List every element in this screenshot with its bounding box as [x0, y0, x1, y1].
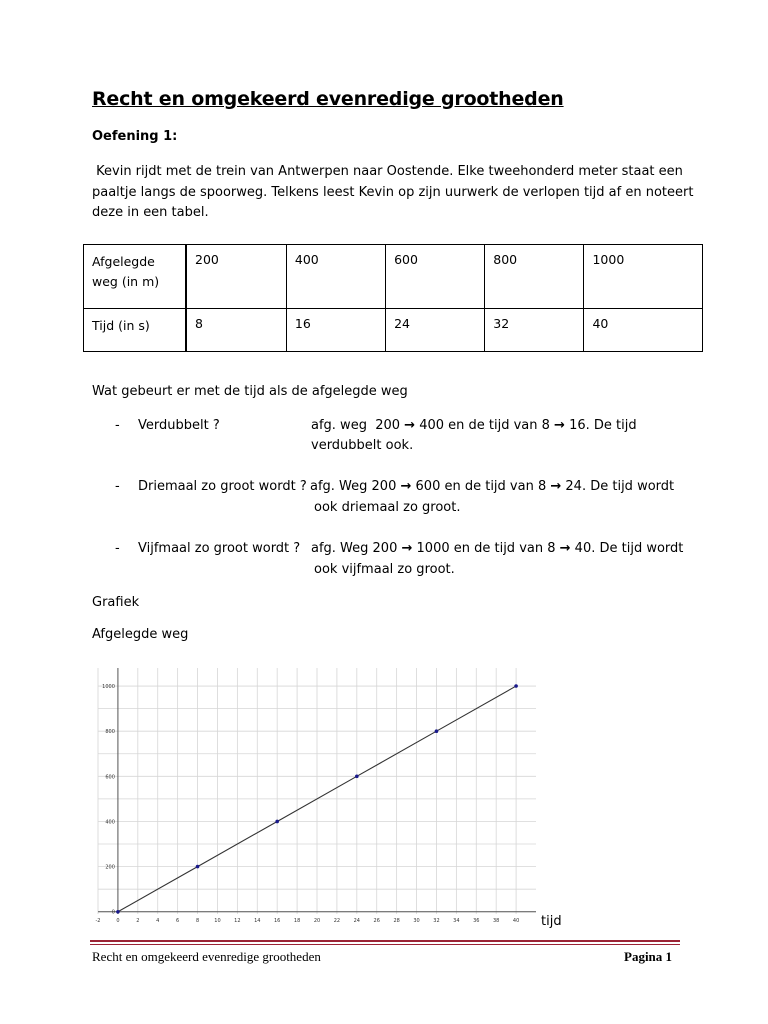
data-point [116, 910, 120, 914]
item-answer [311, 418, 637, 433]
answer-part: 400 en de tijd van 8 [415, 418, 555, 433]
x-tick-label: 20 [313, 918, 321, 924]
table-cell: 40 [584, 309, 703, 352]
answer-part: afg. Weg 200 [311, 541, 402, 556]
x-tick-label: 32 [433, 918, 440, 924]
arrow-right-icon: → [404, 418, 416, 433]
table-row [84, 309, 703, 352]
x-tick-label: 14 [254, 918, 261, 924]
intro-line: paaltje langs de spoorweg. Telkens leest Kevin op zijn uurwerk de verlopen tijd af en noteert [92, 184, 694, 200]
x-tick-label: 8 [195, 918, 200, 924]
x-tick-label: 2 [136, 918, 140, 924]
item-answer [311, 541, 683, 556]
item-label: Vijfmaal zo groot wordt ? [138, 541, 301, 556]
x-tick-label: 22 [333, 918, 341, 924]
data-point [355, 775, 359, 779]
x-tick-label: 28 [393, 918, 400, 924]
x-tick-label: 16 [273, 918, 281, 924]
intro-paragraph [92, 162, 692, 224]
x-tick-label: 26 [373, 918, 380, 924]
table-cell: 200 [186, 245, 286, 309]
table-cell: 600 [386, 245, 485, 309]
answer-part: afg. weg 200 [311, 418, 405, 433]
intro-line: deze in een tabel. [92, 205, 209, 220]
answer-part: 16. De tijd [564, 418, 637, 433]
item-label: Verdubbelt ? [138, 418, 220, 433]
footer-rule [90, 944, 680, 945]
x-tick-label: 38 [492, 918, 500, 924]
item-answer-continued: ook driemaal zo groot. [314, 500, 461, 515]
page-title: Recht en omgekeerd evenredige grootheden [92, 88, 564, 110]
x-tick-label: -2 [95, 918, 101, 924]
page-number: Pagina 1 [624, 949, 673, 964]
y-tick-label: 600 [105, 774, 115, 781]
graph-heading: Grafiek [92, 595, 140, 610]
data-point [196, 865, 200, 869]
y-tick-label: 1000 [102, 684, 115, 691]
item-label: Driemaal zo groot wordt ? [138, 479, 307, 494]
table-row [84, 245, 703, 309]
x-tick-label: 30 [413, 918, 420, 924]
x-axis-label: tijd [541, 914, 562, 929]
y-tick-label: 800 [105, 729, 115, 736]
table-cell: 32 [485, 309, 584, 352]
data-point [435, 729, 439, 733]
item-answer-continued: ook vijfmaal zo groot. [314, 562, 455, 577]
x-tick-label: 12 [234, 918, 241, 924]
arrow-right-icon: → [400, 479, 412, 494]
table-cell: 16 [286, 309, 385, 352]
item-answer-continued: verdubbelt ook. [311, 438, 414, 453]
distance-time-chart [92, 660, 542, 930]
table-cell: 1000 [584, 245, 703, 309]
item-answer [310, 479, 674, 494]
table-cell: 800 [485, 245, 584, 309]
footer-title: Recht en omgekeerd evenredige grootheden [92, 949, 321, 964]
x-tick-label: 18 [293, 918, 301, 924]
answer-part: afg. Weg 200 [310, 479, 401, 494]
intro-line: Kevin rijdt met de trein van Antwerpen naar Oostende. Elke tweehonderd meter staat een [92, 164, 683, 179]
footer-rule [90, 940, 680, 942]
question-text: Wat gebeurt er met de tijd als de afgelegde weg [92, 384, 408, 399]
x-tick-label: 34 [453, 918, 460, 924]
arrow-right-icon: → [559, 541, 571, 556]
answer-part: 40. De tijd wordt [570, 541, 684, 556]
answer-part: 24. De tijd wordt [561, 479, 675, 494]
x-tick-label: 24 [353, 918, 361, 924]
x-tick-label: 6 [176, 918, 180, 924]
y-tick-label: 400 [105, 819, 115, 826]
data-point [275, 820, 279, 824]
arrow-right-icon: → [550, 479, 562, 494]
row-header-distance: Afgelegde weg (in m) [84, 245, 187, 309]
answer-part: 600 en de tijd van 8 [411, 479, 551, 494]
chart-svg [92, 660, 542, 930]
table-cell: 24 [386, 309, 485, 352]
data-point [514, 684, 518, 688]
y-tick-label: 200 [105, 864, 115, 871]
table-cell: 400 [286, 245, 385, 309]
y-tick-label: 0 [111, 909, 115, 916]
x-tick-label: 4 [156, 918, 160, 924]
row-header-time: Tijd (in s) [84, 309, 187, 352]
list-dash: - [115, 418, 120, 433]
x-tick-label: 40 [512, 918, 520, 924]
x-tick-label: 0 [116, 918, 120, 924]
y-axis-label: Afgelegde weg [92, 627, 189, 642]
x-tick-label: 36 [473, 918, 480, 924]
table-cell: 8 [186, 309, 286, 352]
arrow-right-icon: → [401, 541, 413, 556]
x-tick-label: 10 [214, 918, 221, 924]
list-dash: - [115, 541, 120, 556]
answer-part: 1000 en de tijd van 8 [412, 541, 560, 556]
list-dash: - [115, 479, 120, 494]
exercise-heading: Oefening 1: [92, 129, 178, 144]
arrow-right-icon: → [554, 418, 565, 433]
distance-time-table [83, 244, 703, 352]
